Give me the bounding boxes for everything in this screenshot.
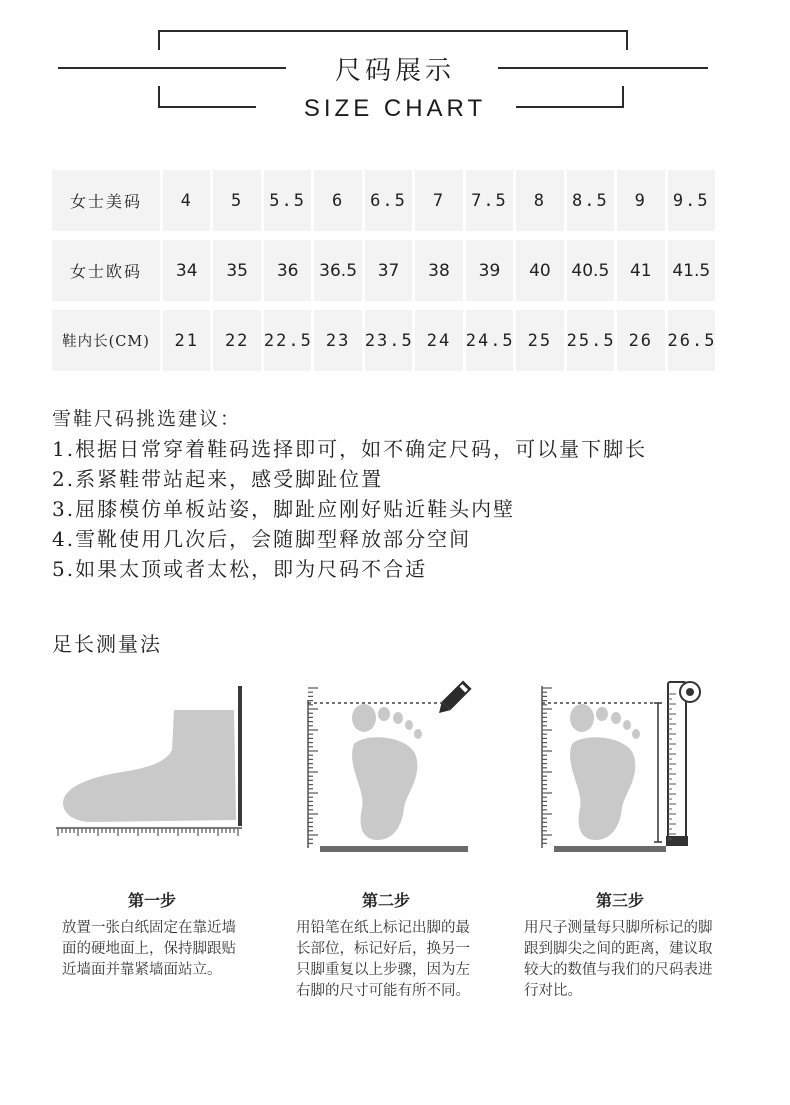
table-cell: 22.5 bbox=[264, 310, 314, 371]
page-subtitle: SIZE CHART bbox=[303, 95, 487, 122]
table-cell: 39 bbox=[466, 240, 516, 310]
table-row bbox=[52, 310, 718, 371]
table-cell: 38 bbox=[415, 240, 465, 310]
table-cell: 23.5 bbox=[365, 310, 415, 371]
table-cell: 36.5 bbox=[314, 240, 364, 310]
table-row bbox=[52, 170, 718, 240]
row-label: 鞋内长(CM) bbox=[52, 310, 163, 371]
step-title: 第二步 bbox=[361, 891, 410, 910]
size-table bbox=[52, 170, 718, 371]
table-cell: 34 bbox=[163, 240, 213, 310]
table-cell: 26.5 bbox=[668, 310, 718, 371]
table-cell: 40.5 bbox=[567, 240, 617, 310]
table-cell: 9 bbox=[617, 170, 667, 240]
table-cell: 6 bbox=[314, 170, 364, 240]
table-cell: 40 bbox=[516, 240, 566, 310]
row-label: 女士美码 bbox=[52, 170, 163, 240]
tips-list bbox=[52, 434, 647, 584]
table-cell: 24.5 bbox=[466, 310, 516, 371]
step-description: 用尺子测量每只脚所标记的脚跟到脚尖之间的距离，建议取较大的数值与我们的尺码表进行对比。 bbox=[524, 920, 713, 999]
table-cell: 37 bbox=[365, 240, 415, 310]
step-description: 用铅笔在纸上标记出脚的最长部位，标记好后，换另一只脚重复以上步骤，因为左右脚的尺寸可能有所不同。 bbox=[296, 920, 470, 999]
foot-mark-icon bbox=[296, 680, 496, 860]
table-cell: 23 bbox=[314, 310, 364, 371]
measure-title: 足长测量法 bbox=[52, 632, 162, 656]
table-cell: 7.5 bbox=[466, 170, 516, 240]
table-cell: 9.5 bbox=[668, 170, 718, 240]
table-cell: 24 bbox=[415, 310, 465, 371]
table-cell: 25 bbox=[516, 310, 566, 371]
step-title: 第一步 bbox=[127, 891, 176, 910]
list-item: 5.如果太顶或者太松，即为尺码不合适 bbox=[52, 557, 428, 581]
table-cell: 35 bbox=[213, 240, 263, 310]
page-title: 尺码展示 bbox=[334, 56, 455, 86]
table-cell: 7 bbox=[415, 170, 465, 240]
table-cell: 36 bbox=[264, 240, 314, 310]
list-item: 3.屈膝模仿单板站姿，脚趾应刚好贴近鞋头内壁 bbox=[52, 497, 516, 521]
table-cell: 8.5 bbox=[567, 170, 617, 240]
step-title: 第三步 bbox=[595, 891, 644, 910]
tips-title: 雪鞋尺码挑选建议： bbox=[52, 408, 242, 430]
table-cell: 5.5 bbox=[264, 170, 314, 240]
table-cell: 6.5 bbox=[365, 170, 415, 240]
table-cell: 22 bbox=[213, 310, 263, 371]
list-item: 2.系紧鞋带站起来，感受脚趾位置 bbox=[52, 467, 384, 491]
table-cell: 41.5 bbox=[668, 240, 718, 310]
table-cell: 25.5 bbox=[567, 310, 617, 371]
table-cell: 4 bbox=[163, 170, 213, 240]
header-top-bracket bbox=[158, 30, 628, 50]
table-row bbox=[52, 240, 718, 310]
table-cell: 41 bbox=[617, 240, 667, 310]
table-cell: 26 bbox=[617, 310, 667, 371]
row-label: 女士欧码 bbox=[52, 240, 163, 310]
table-cell: 5 bbox=[213, 170, 263, 240]
table-cell: 8 bbox=[516, 170, 566, 240]
foot-side-icon bbox=[52, 680, 252, 860]
foot-measure-icon bbox=[530, 680, 730, 860]
step-description: 放置一张白纸固定在靠近墙面的硬地面上，保持脚跟贴近墙面并靠紧墙面站立。 bbox=[62, 920, 236, 978]
list-item: 1.根据日常穿着鞋码选择即可，如不确定尺码，可以量下脚长 bbox=[52, 437, 648, 461]
list-item: 4.雪靴使用几次后，会随脚型释放部分空间 bbox=[52, 527, 472, 551]
table-cell: 21 bbox=[163, 310, 213, 371]
